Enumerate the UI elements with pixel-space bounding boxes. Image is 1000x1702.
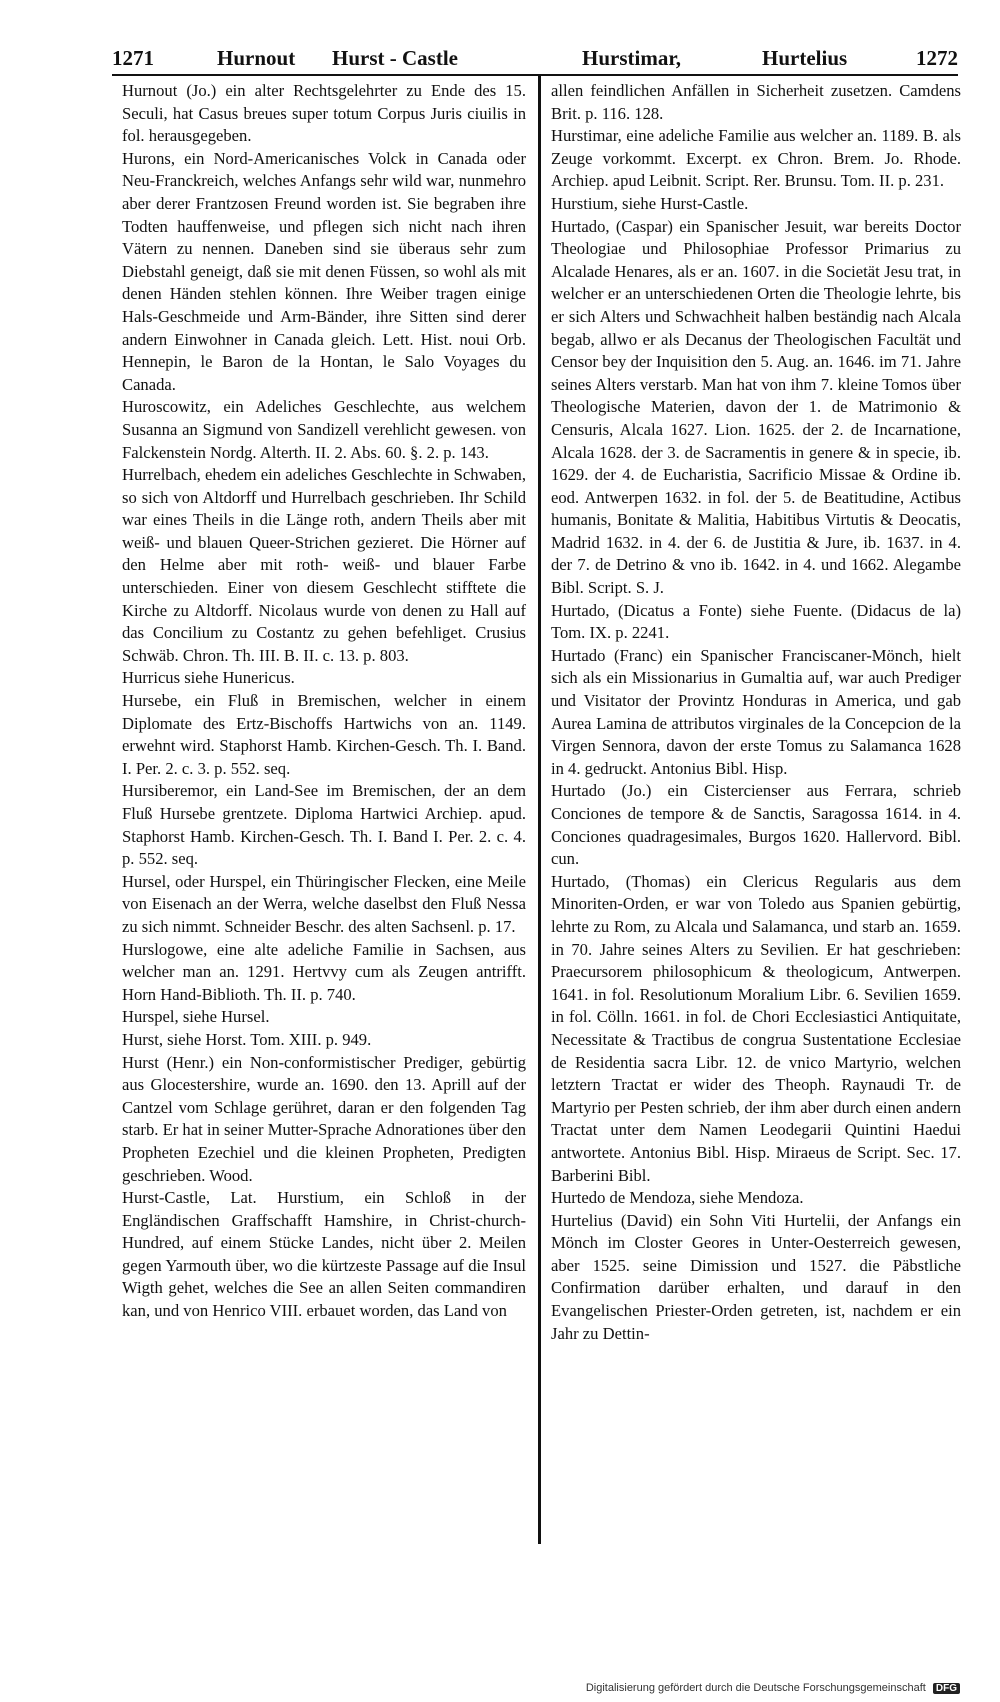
entry-hurtedo-de-mendoza: Hurtedo de Mendoza, siehe Mendoza. (551, 1188, 804, 1208)
entry-hurtado-caspar: Hurtado, (Caspar) ein Spanischer Jesuit, war bereits Doctor Theologiae und Philosophiae Professor Primarius zu Alcalade Henares, als er an. 1607. in die Societät Jesu trat, in welcher er an unterschiedenen Orten die Theologie lehrte, bis er sich Alters und Schwachheit halben beständig nach Alcala begab, allwo er als Decanus der Theologischen Facultät und Censor bey der Inquisition den 5. Aug. an. 1646. im 71. Jahre seines Alters verstarb. Man hat von ihm 7. kleine Tomos über Theologische Materien, davon der 1. de Matrimonio & Censuris, Alcala 1627. Lion. 1625. der 2. de Incarnatione, Alcala 1628. der 3. de Sacramentis in genere & in specie, ib. 1629. der 4. de Eucharistia, Sacrificio Missae & Ordine ib. eod. Antwerpen 1632. in fol. der 5. de Beatitudine, Actibus humanis, Bonitate & Malitia, Habitibus Virtutis & Deocatis, Madrid 1632. in 4. der 6. de Justitia & Jure, ib. 1637. in 4. der 7. de Detrino & vno ib. 1642. in 4. und 1662. Alegambe Bibl. Script. S. J. (551, 216, 961, 598)
entry-hurons: Hurons, ein Nord-Americanisches Volck in Canada oder Neu-Franckreich, welches Anfangs sehr wild war, nunmehro aber derer Frantzosen Freund worden ist. Sie begraben ihre Todten hauffenweise, und pflegen sich nicht nach ihren Vätern zu nennen. Daneben sind sie überaus sehr zum Diebstahl geneigt, daß sie mit denen Füssen, so wohl als mit denen Händen stehlen können. Ihre Weiber tragen einige Hals-Geschmeide und Arm-Bänder, ihre Sitten sind derer andern Einwohner in Canada gleich. Lett. Hist. noui Orb. Hennepin, le Baron de la Hontan, le Salo Voyages du Canada. (122, 148, 526, 394)
entry-hurtado-dicatus: Hurtado, (Dicatus a Fonte) siehe Fuente. (Didacus de la) Tom. IX. p. 2241. (551, 600, 961, 643)
entry-hurslogowe: Hurslogowe, eine alte adeliche Familie in Sachsen, aus welcher man an. 1291. Hertvvy cum als Zeugen antrifft. Horn Hand-Biblioth. Th. II. p. 740. (122, 939, 526, 1004)
dfg-logo: DFG (933, 1683, 960, 1694)
entry-hurtado-franc: Hurtado (Franc) ein Spanischer Franciscaner-Mönch, hielt sich als ein Missionarius in Gumaltia auf, war auch Prediger und Visitator der Provintz Honduras in America, und gab Aurea Lamina de attributos virginales de la Concepcion de la Virgen Sennora, davon der erste Tomus zu Salamanca 1628 in 4. gedruckt. Antonius Bibl. Hisp. (551, 645, 961, 778)
entry-hurstium: Hurstium, siehe Hurst-Castle. (551, 193, 749, 213)
entry-hurstimar: Hurstimar, eine adeliche Familie aus welcher an. 1189. B. als Zeuge vorkommt. Excerpt. ex Chron. Brem. Jo. Rhode. Archiep. apud Leibnit. Script. Rer. Brunsu. Tom. II. p. 231. (551, 126, 961, 191)
entry-hurst-castle-cont: allen feindlichen Anfällen in Sicherheit zusetzen. Camdens Brit. p. 116. 128. (551, 81, 961, 123)
entry-huroscowitz: Huroscowitz, ein Adeliches Geschlechte, aus welchem Susanna an Sigmund von Sandizell verehlicht gewesen. von Falckenstein Nordg. Alterth. II. 2. Abs. 60. §. 2. p. 143. (122, 397, 526, 462)
right-column (551, 80, 961, 1345)
entry-hurrelbach: Hurrelbach, ehedem ein adeliches Geschlechte in Schwaben, so sich von Altdorff und Hurrelbach geschrieben. Ihr Schild war eines Theils in die Länge roth, andern Theils aber mit weiß- und blauen Queer-Strichen gezieret. Die Hörner auf den Helme aber mit roth- weiß- und blauer Farbe unterschieden. Einer von diesem Geschlecht stifftete die Kirche zu Altdorff. Nicolaus wurde von denen zu Hall auf das Concilium zu Costantz zu gehen befehliget. Crusius Schwäb. Chron. Th. III. B. II. c. 13. p. 803. (122, 465, 526, 665)
entry-hurtelius: Hurtelius (David) ein Sohn Viti Hurtelii, der Anfangs ein Mönch im Closter Geores in Unter-Oesterreich gewesen, aber 1525. seine Dimission und 1527. die Päbstliche Confirmation darüber erhalten, und darauf in den Evangelischen Priester-Orden getreten, ist, nachdem er ein Jahr zu Dettin- (551, 1210, 961, 1343)
entry-hurst-castle: Hurst-Castle, Lat. Hurstium, ein Schloß in der Engländischen Graffschafft Hamshire, in Christ-church-Hundred, auf einem Stücke Landes, nicht über 2. Meilen gegen Yarmouth über, wo die kürtzeste Passage auf die Insul Wigth gehet, welches die See an allen Seiten commandiren kan, und von Henrico VIII. erbauet worden, das Land von (122, 1188, 526, 1321)
headword-first: Hurnout (217, 46, 296, 70)
column-divider (538, 76, 541, 1544)
entry-hursiberemor: Hursiberemor, ein Land-See im Bremischen, der an dem Fluß Hursebe grentzete. Diploma Hartwici Archiep. apud. Staphorst Hamb. Kirchen-Gesch. Th. I. Band I. Per. 2. c. 4. p. 552. seq. (122, 781, 526, 869)
entry-hurnout: Hurnout (Jo.) ein alter Rechtsgelehrter zu Ende des 15. Seculi, hat Casus breues super totum Corpus Juris ciuilis in fol. herausgegeben. (122, 81, 526, 146)
headword-second: Hurst - Castle (332, 46, 458, 70)
page-number-right: 1272 (916, 46, 958, 70)
entry-hurricus: Hurricus siehe Hunericus. (122, 668, 295, 688)
entry-hursel: Hursel, oder Hurspel, ein Thüringischer Flecken, eine Meile von Eisenach an der Werra, welche daselbst den Fluß Nessa zu sich nimmt. Schneider Beschr. des alten Sachsenl. p. 17. (122, 871, 526, 936)
entry-hursebe: Hursebe, ein Fluß in Bremischen, welcher in einem Diplomate des Ertz-Bischoffs Hartwichs von an. 1149. erwehnt wird. Staphorst Hamb. Kirchen-Gesch. Th. I. Band. I. Per. 2. c. 3. p. 552. seq. (122, 691, 526, 778)
left-column (122, 80, 526, 1323)
entry-hurst: Hurst, siehe Horst. Tom. XIII. p. 949. (122, 1029, 372, 1049)
headword-fourth: Hurtelius (762, 46, 848, 70)
digitization-footer (586, 1682, 960, 1694)
header-rule (112, 74, 958, 76)
running-header (112, 44, 958, 72)
footer-text: Digitalisierung gefördert durch die Deutsche Forschungsgemeinschaft (585, 1682, 926, 1694)
entry-hurspel: Hurspel, siehe Hursel. (122, 1007, 270, 1027)
entry-hurtado-jo: Hurtado (Jo.) ein Cistercienser aus Ferrara, schrieb Conciones de tempore & de Sanctis, Saragossa 1614. in 4. Conciones quadragesimales, Burgos 1620. Hallervord. Bibl. cun. (551, 781, 961, 869)
entry-hurst-henr: Hurst (Henr.) ein Non-conformistischer Prediger, gebürtig aus Glocestershire, wurde an. 1690. den 13. Aprill auf der Cantzel vom Schlage gerühret, daran er den folgenden Tag starb. Er hat in seiner Mutter-Sprache Adnorationes über den Propheten Ezechiel und die kleinen Propheten, Predigten geschrieben. Wood. (122, 1052, 526, 1185)
entry-hurtado-thomas: Hurtado, (Thomas) ein Clericus Regularis aus dem Minoriten-Orden, er war von Toledo aus Spanien gebürtig, lehrte zu Rom, zu Alcala und Salamanca, und starb an. 1659. in 70. Jahre seines Alters zu Sevilien. Er hat geschrieben: Praecursorem philosophicum & theologicum, Antwerpen. 1641. in fol. Resolutionum Moralium Libr. 6. Sevilien 1659. in fol. Cölln. 1661. in fol. de Chori Ecclesiastici Antiquitate, Necessitate & Tractibus de congrua Sustentatione Ecclesiae de Residentia sacra Libr. 12. de vnico Martyrio, welchen letztern Tractat er wider des Theoph. Raynaudi Tr. de Martyrio per Pesten schrieb, der ihm aber durch einen andern Tractat unter dem Namen Leodegarii Quintini Haedui antwortete. Antonius Bibl. Hisp. Miraeus de Script. Sec. 17. Barberini Bibl. (551, 871, 961, 1185)
page-number-left: 1271 (112, 46, 154, 70)
headword-third: Hurstimar, (582, 46, 681, 70)
